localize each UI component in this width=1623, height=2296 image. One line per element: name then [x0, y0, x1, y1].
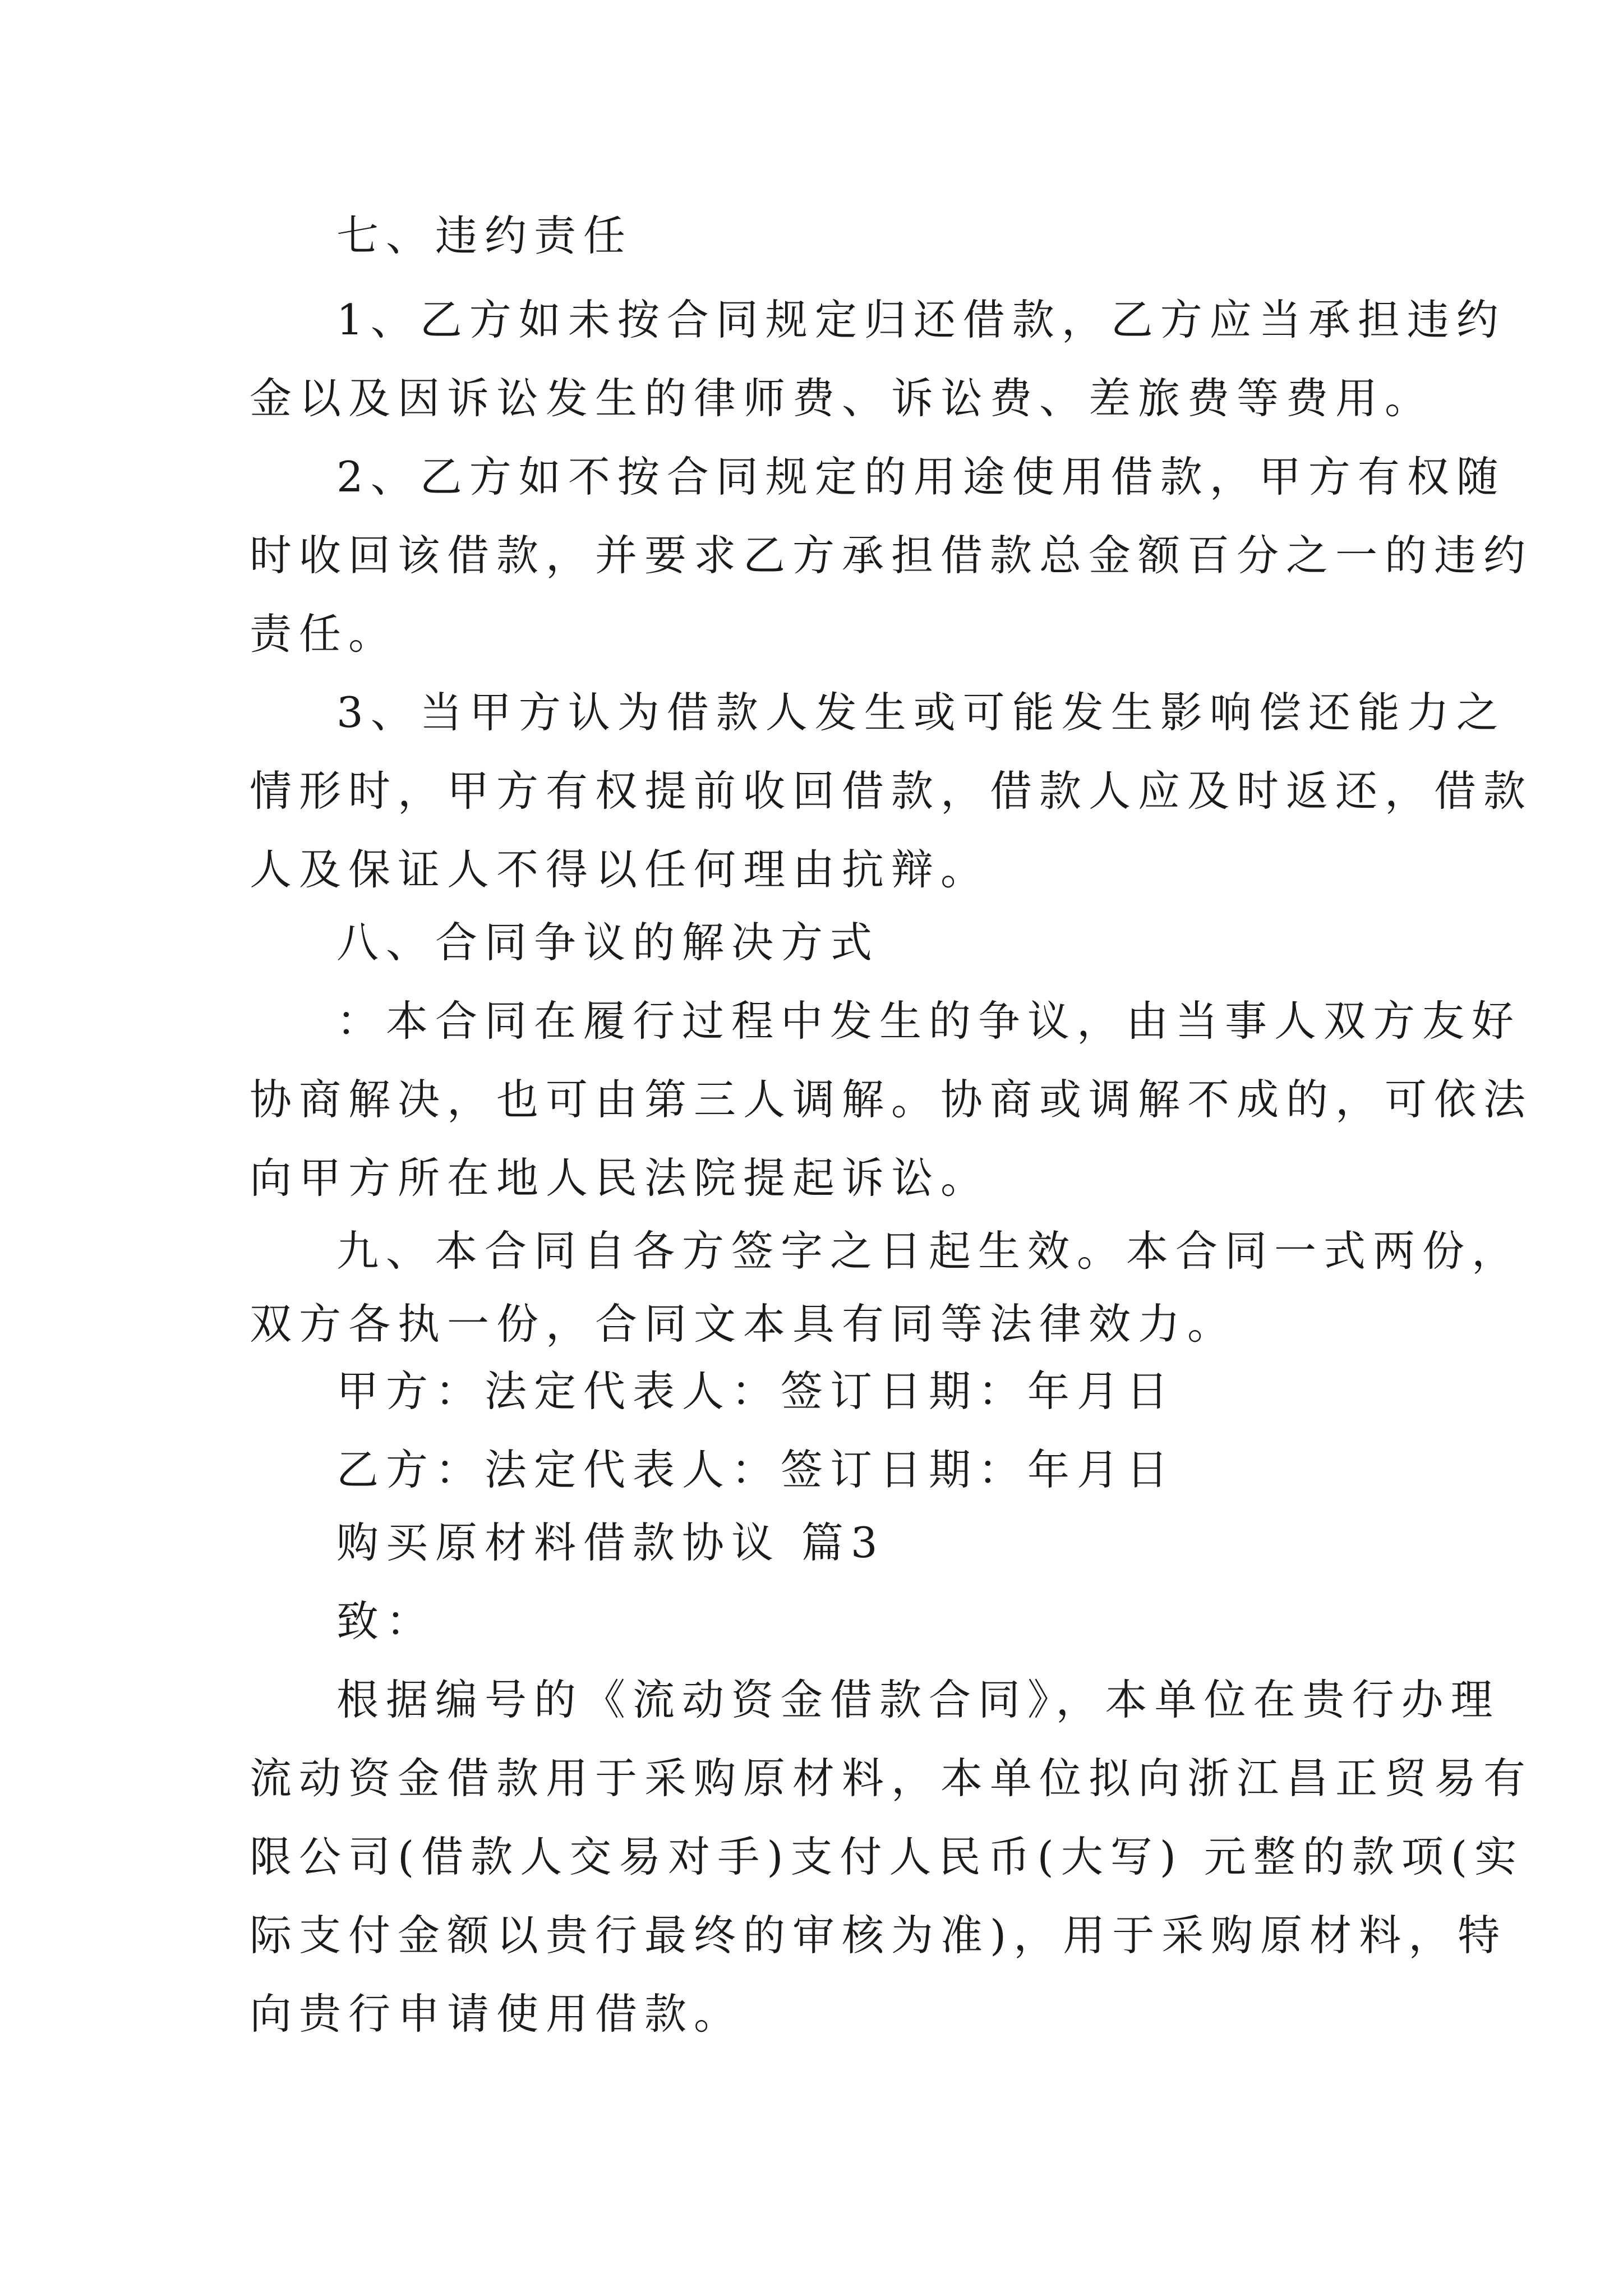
paragraph-line: 2、乙方如不按合同规定的用途使用借款，甲方有权随	[336, 452, 1506, 501]
paragraph-line: 际支付金额以贵行最终的审核为准)，用于采购原材料，特	[250, 1911, 1507, 1960]
salutation: 致：	[336, 1596, 436, 1646]
signature-line-party-b: 乙方：法定代表人：签订日期：年月日	[336, 1445, 1176, 1494]
paragraph-line: 金以及因诉讼发生的律师费、诉讼费、差旅费等费用。	[250, 374, 1435, 423]
paragraph-line: 情形时，甲方有权提前收回借款，借款人应及时返还，借款	[250, 766, 1533, 816]
paragraph-line: 时收回该借款，并要求乙方承担借款总金额百分之一的违约	[250, 531, 1533, 580]
signature-line-party-a: 甲方：法定代表人：签订日期：年月日	[336, 1366, 1176, 1416]
section-heading-breach-liability: 七、违约责任	[336, 211, 633, 260]
section-heading-dispute-resolution: 八、合同争议的解决方式	[336, 918, 880, 967]
paragraph-line: 3、当甲方认为借款人发生或可能发生影响偿还能力之	[336, 688, 1506, 737]
paragraph-line: 向甲方所在地人民法院提起诉讼。	[250, 1153, 990, 1203]
paragraph-line: 根据编号的《流动资金借款合同》，本单位在贵行办理	[336, 1675, 1500, 1724]
paragraph-line: 人及保证人不得以任何理由抗辩。	[250, 845, 990, 894]
document-title-part-3: 购买原材料借款协议 篇3	[336, 1518, 885, 1567]
paragraph-line: ：本合同在履行过程中发生的争议，由当事人双方友好	[336, 996, 1521, 1046]
paragraph-line: 向贵行申请使用借款。	[250, 1989, 744, 2039]
paragraph-line: 协商解决，也可由第三人调解。协商或调解不成的，可依法	[250, 1075, 1533, 1124]
paragraph-line: 1、乙方如未按合同规定归还借款，乙方应当承担违约	[336, 295, 1506, 344]
paragraph-line: 限公司(借款人交易对手)支付人民币(大写) 元整的款项(实	[250, 1832, 1524, 1881]
paragraph-line: 流动资金借款用于采购原材料，本单位拟向浙江昌正贸易有	[250, 1754, 1533, 1803]
paragraph-line: 双方各执一份，合同文本具有同等法律效力。	[250, 1299, 1237, 1349]
paragraph-line: 九、本合同自各方签字之日起生效。本合同一式两份，	[336, 1226, 1521, 1276]
paragraph-line: 责任。	[250, 609, 398, 659]
